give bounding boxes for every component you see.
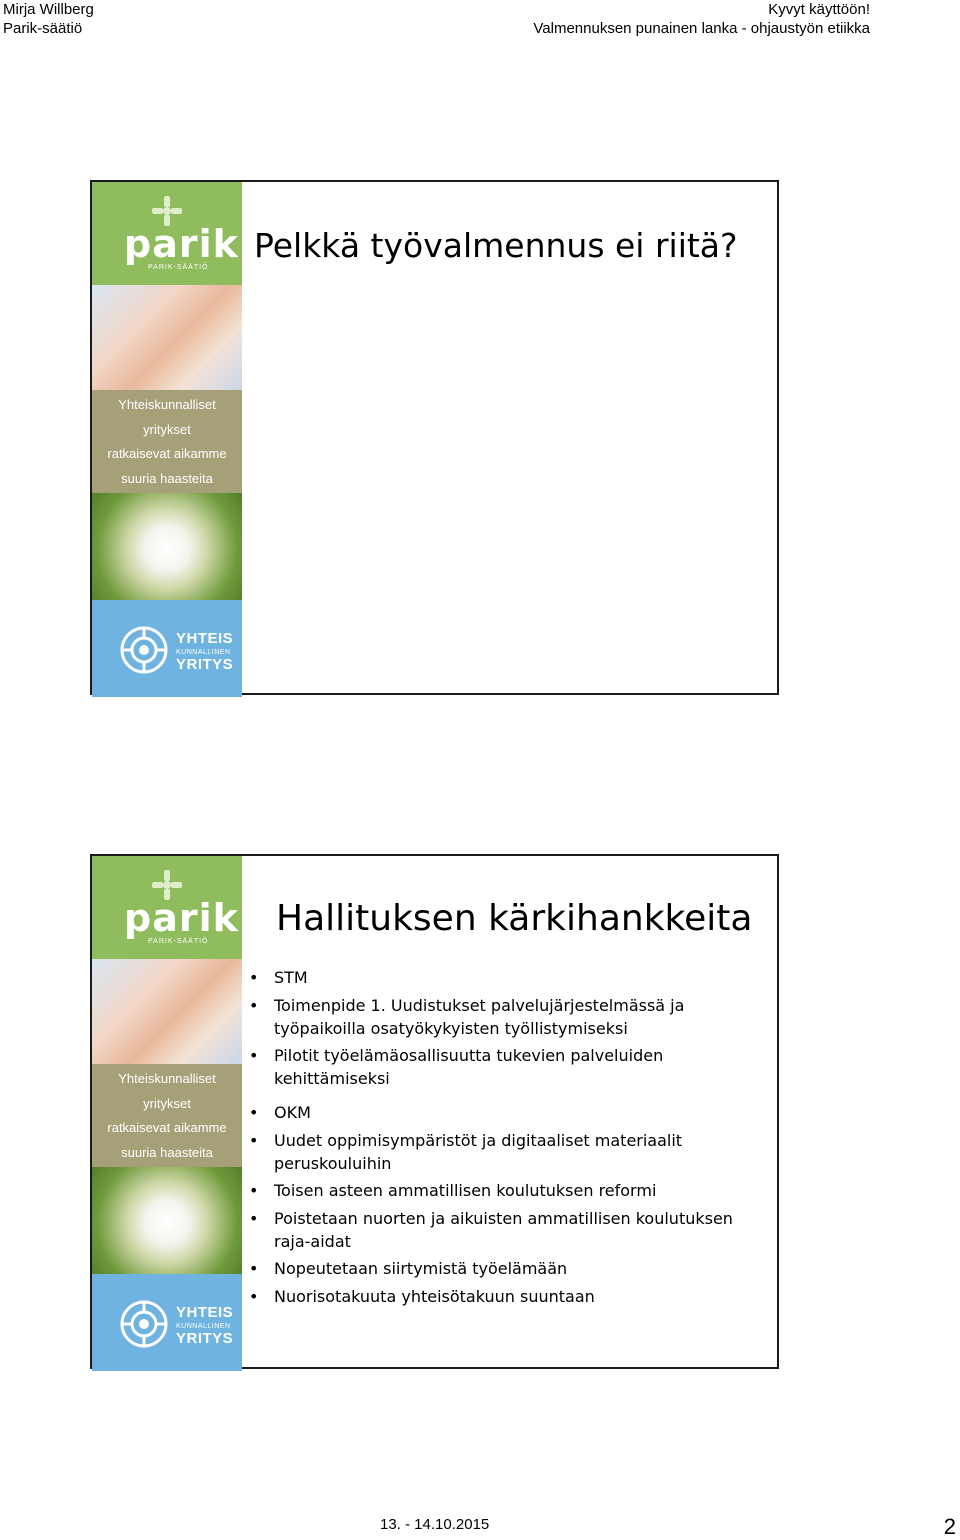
slogan-line: ratkaisevat aikamme: [107, 446, 227, 461]
header-subtitle: Valmennuksen punainen lanka - ohjaustyön etiikka: [533, 20, 870, 37]
bullet-item: • Pilotit työelämäosallisuutta tukevien palveluiden kehittämiseksi: [244, 1044, 774, 1090]
header-left: [3, 0, 94, 38]
bullet-item: • Toimenpide 1. Uudistukset palvelujärjestelmässä ja työpaikoilla osatyökykyisten työllistymiseksi: [244, 994, 774, 1040]
yk-logo-text-3: YRITYS: [176, 1330, 234, 1347]
bullet-item: • Uudet oppimisympäristöt ja digitaaliset materiaalit peruskouluihin: [244, 1129, 774, 1175]
slogan-line: suuria haasteita: [121, 1144, 213, 1160]
parik-logo-panel: [92, 182, 242, 285]
author-name: Mirja Willberg: [3, 1, 94, 18]
header-right: [533, 0, 870, 38]
header-tagline: Kyvyt käyttöön!: [768, 1, 870, 18]
bullet-item: • Toisen asteen ammatillisen koulutuksen reformi: [244, 1179, 774, 1202]
organization-name: Parik-säätiö: [3, 20, 83, 37]
stm-bullet-list: [244, 966, 774, 1095]
parik-logo-text: parik: [124, 896, 239, 940]
dandelion-photo: [92, 1167, 242, 1274]
yk-logo-text-1: YHTEIS: [176, 630, 234, 647]
bullet-item: • Nopeutetaan siirtymistä työelämään: [244, 1257, 774, 1280]
bullet-item: • Nuorisotakuuta yhteisötakuun suuntaan: [244, 1285, 774, 1308]
slide-1: [90, 180, 779, 695]
parik-logo-text: parik: [124, 222, 239, 266]
okm-bullet-list: [244, 1101, 774, 1312]
yk-logo-text-3: YRITYS: [176, 656, 234, 673]
slogan-line: Yhteiskunnalliset: [118, 1071, 216, 1086]
slide-title: Hallituksen kärkihankkeita: [276, 898, 753, 939]
parik-logo-subtext: PARIK-SÄÄTIÖ: [148, 264, 209, 271]
yhteiskunnallinen-yritys-logo-panel: [92, 1274, 242, 1371]
yk-logo-text-2: KUNNALLINEN: [176, 649, 231, 656]
yk-logo-text-1: YHTEIS: [176, 1304, 234, 1321]
yhteiskunnallinen-yritys-logo-panel: [92, 600, 242, 697]
slogan-line: Yhteiskunnalliset: [118, 397, 216, 412]
sun-logo-icon: [118, 624, 170, 676]
parik-logo-subtext: PARIK-SÄÄTIÖ: [148, 938, 209, 945]
hands-photo: [92, 285, 242, 390]
slogan-line: suuria haasteita: [121, 470, 213, 486]
sun-logo-icon: [118, 1298, 170, 1350]
dandelion-photo: [92, 493, 242, 600]
bullet-item: • OKM: [244, 1101, 774, 1124]
footer-date: 13. - 14.10.2015: [380, 1516, 490, 1533]
yk-logo-text-2: KUNNALLINEN: [176, 1323, 231, 1330]
parik-logo-panel: [92, 856, 242, 959]
slide-2: [90, 854, 779, 1369]
page-number: 2: [943, 1514, 956, 1539]
slide-sidebar: [92, 182, 242, 693]
bullet-item: • Poistetaan nuorten ja aikuisten ammatillisen koulutuksen raja-aidat: [244, 1207, 774, 1253]
bullet-item: • STM: [244, 966, 774, 989]
sidebar-slogan: [92, 390, 242, 493]
slide-title: Pelkkä työvalmennus ei riitä?: [254, 226, 738, 265]
slogan-line: yritykset: [143, 1095, 191, 1111]
slogan-line: yritykset: [143, 421, 191, 437]
slide-sidebar: [92, 856, 242, 1367]
slogan-line: ratkaisevat aikamme: [107, 1120, 227, 1135]
sidebar-slogan: [92, 1064, 242, 1167]
hands-photo: [92, 959, 242, 1064]
